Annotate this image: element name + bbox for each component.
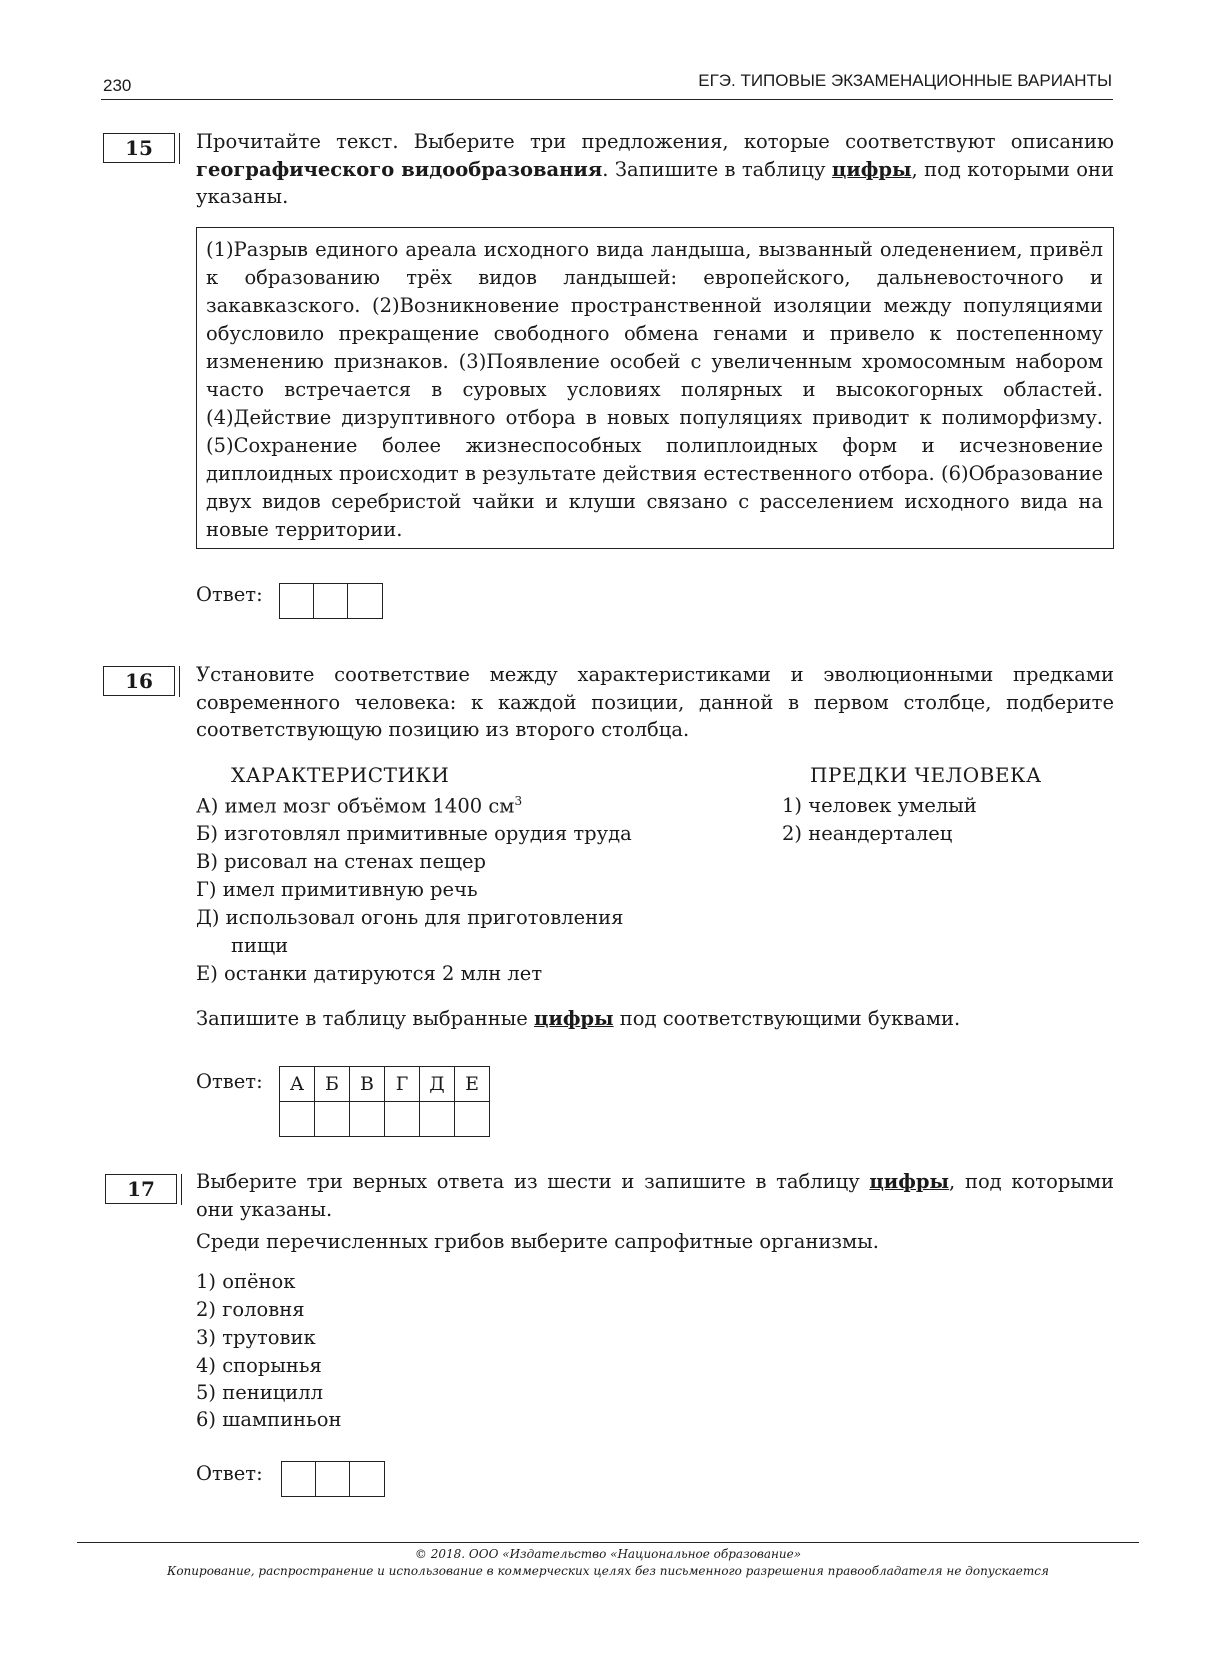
answer-cell[interactable] — [316, 1462, 350, 1496]
answer-cell[interactable] — [420, 1102, 455, 1137]
characteristic-v: В) рисовал на стенах пещер — [196, 850, 487, 873]
question-16-intro: Установите соответствие между характеристиками и эволюционными предками современного человека: к каждой позиции, данной в первом столбце, подберите соответствующую позицию из второго столбца. — [196, 663, 1114, 741]
question-number-17: 17 — [105, 1174, 177, 1204]
question-number-16: 16 — [103, 666, 175, 696]
letter-cell: Е — [455, 1067, 490, 1102]
question-15-intro: Прочитайте текст. Выберите три предложения, которые соответствуют описанию географического видообразования. Запишите в таблицу цифры, под которыми они указаны. — [196, 130, 1114, 208]
answer-cell[interactable] — [280, 584, 314, 618]
question-number-15: 15 — [103, 133, 175, 163]
question-15-text: (1)Разрыв единого ареала исходного вида ландыша, вызванный оледенением, привёл к образованию трёх видов ландышей: европейского, дальневосточного и закавказского. (2)Возникновение пространственной изоляции между популяциями обусловило прекращение свободного обмена генами и привело к постепенному изменению признаков. (3)Появление особей с увеличенным хромосомным набором часто встречается в суровых условиях полярных и высокогорных областей. (4)Действие дизруптивного отбора в новых популяциях приводит к полиморфизму. (5)Сохранение более жизнеспособных полиплоидных форм и исчезновение диплоидных происходит в результате действия естественного отбора. (6)Образование двух видов серебристой чайки и клуши связано с расселением исходного вида на новые территории. — [206, 238, 1103, 541]
question-17-intro: Выберите три верных ответа из шести и запишите в таблицу цифры, под которыми они указаны. — [196, 1170, 1115, 1221]
option-3: 3) трутовик — [196, 1326, 316, 1349]
letter-cell: Б — [315, 1067, 350, 1102]
running-title: ЕГЭ. ТИПОВЫЕ ЭКЗАМЕНАЦИОННЫЕ ВАРИАНТЫ — [698, 71, 1112, 90]
answer-cell[interactable] — [280, 1102, 315, 1137]
option-1: 1) опёнок — [196, 1270, 296, 1293]
option-2: 2) головня — [196, 1298, 305, 1321]
letter-cell: Д — [420, 1067, 455, 1102]
ancestors-heading: ПРЕДКИ ЧЕЛОВЕКА — [810, 763, 1042, 787]
answer-label-16: Ответ: — [196, 1070, 263, 1093]
characteristic-g: Г) имел примитивную речь — [196, 878, 478, 901]
letter-cell: В — [350, 1067, 385, 1102]
answer-cells-17[interactable] — [281, 1461, 385, 1497]
ancestor-1: 1) человек умелый — [782, 794, 977, 817]
answer-cell[interactable] — [314, 584, 348, 618]
answer-cell[interactable] — [350, 1102, 385, 1137]
question-15-text-box — [196, 227, 1114, 549]
answer-table-16[interactable] — [279, 1066, 490, 1137]
page-number: 230 — [103, 76, 132, 95]
answer-label-17: Ответ: — [196, 1462, 263, 1485]
answer-cell[interactable] — [350, 1462, 384, 1496]
footer-rule — [77, 1542, 1139, 1543]
footer-copyright: © 2018. ООО «Издательство «Национальное образование» — [414, 1547, 802, 1561]
characteristic-d: Д) использовал огонь для приготовления — [196, 906, 624, 929]
option-4: 4) спорынья — [196, 1354, 322, 1377]
characteristic-e: Е) останки датируются 2 млн лет — [196, 962, 543, 985]
footer-notice: Копирование, распространение и использование в коммерческих целях без письменного разрешения правообладателя не допускается — [167, 1564, 1049, 1578]
characteristic-d-continued: пищи — [231, 934, 289, 957]
letter-cell: Г — [385, 1067, 420, 1102]
question-16-instruction: Запишите в таблицу выбранные цифры под соответствующими буквами. — [196, 1007, 961, 1030]
answer-cell[interactable] — [282, 1462, 316, 1496]
option-5: 5) пеницилл — [196, 1381, 324, 1404]
option-6: 6) шампиньон — [196, 1408, 342, 1431]
characteristic-b: Б) изготовлял примитивные орудия труда — [196, 822, 632, 845]
answer-label-15: Ответ: — [196, 583, 263, 606]
answer-cell[interactable] — [315, 1102, 350, 1137]
characteristics-heading: ХАРАКТЕРИСТИКИ — [231, 763, 450, 787]
answer-cell[interactable] — [385, 1102, 420, 1137]
answer-cell[interactable] — [348, 584, 382, 618]
answer-cell[interactable] — [455, 1102, 490, 1137]
letter-cell: А — [280, 1067, 315, 1102]
characteristic-a: А) имел мозг объёмом 1400 $см^3$ — [196, 794, 523, 818]
ancestor-2: 2) неандерталец — [782, 822, 953, 845]
question-17-prompt: Среди перечисленных грибов выберите сапрофитные организмы. — [196, 1230, 879, 1253]
answer-cells-15[interactable] — [279, 583, 383, 619]
header-rule — [101, 99, 1113, 100]
